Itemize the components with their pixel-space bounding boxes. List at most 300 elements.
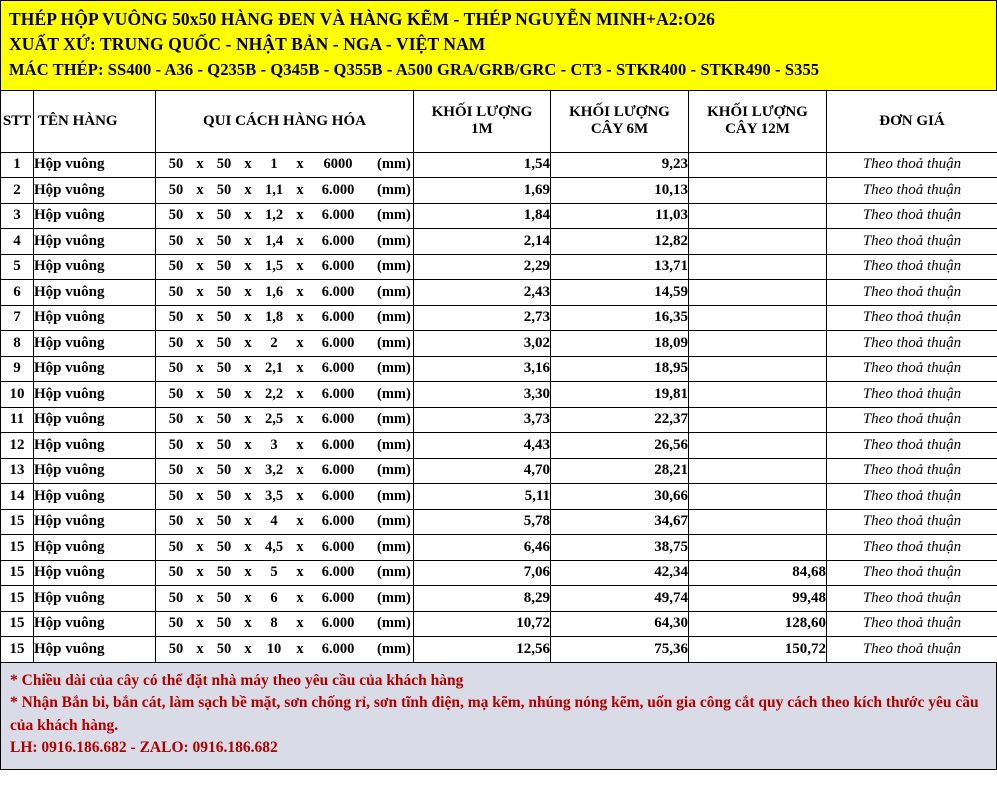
spec-times-3: x <box>296 232 304 249</box>
spec-height: 50 <box>216 615 232 632</box>
spec-times-1: x <box>196 156 204 173</box>
spec-unit: (mm) <box>377 589 411 606</box>
cell-price: Theo thoả thuận <box>827 637 997 663</box>
cell-weight-6m: 18,95 <box>551 356 689 382</box>
cell-weight-1m: 3,30 <box>414 382 551 408</box>
cell-spec <box>156 356 414 382</box>
cell-name: Hộp vuông <box>34 611 156 637</box>
cell-name: Hộp vuông <box>34 254 156 280</box>
cell-price: Theo thoả thuận <box>827 331 997 357</box>
cell-stt: 15 <box>1 586 34 612</box>
cell-price: Theo thoả thuận <box>827 611 997 637</box>
table-row <box>1 407 997 433</box>
spec-thickness: 2 <box>270 334 278 351</box>
table-row <box>1 305 997 331</box>
footer-notes <box>0 663 997 770</box>
cell-weight-6m: 18,09 <box>551 331 689 357</box>
cell-spec <box>156 586 414 612</box>
spec-height: 50 <box>216 487 232 504</box>
cell-price: Theo thoả thuận <box>827 254 997 280</box>
spec-height: 50 <box>216 538 232 555</box>
spec-width: 50 <box>168 181 184 198</box>
spec-times-2: x <box>244 564 252 581</box>
spec-unit: (mm) <box>377 360 411 377</box>
spec-times-1: x <box>196 487 204 504</box>
spec-times-2: x <box>244 181 252 198</box>
cell-spec <box>156 382 414 408</box>
spec-times-1: x <box>196 334 204 351</box>
spec-width: 50 <box>168 334 184 351</box>
column-header-weight-1m <box>414 90 551 152</box>
cell-spec <box>156 203 414 229</box>
spec-times-1: x <box>196 283 204 300</box>
cell-stt: 10 <box>1 382 34 408</box>
spec-height: 50 <box>216 564 232 581</box>
cell-weight-1m: 7,06 <box>414 560 551 586</box>
cell-name: Hộp vuông <box>34 356 156 382</box>
cell-name: Hộp vuông <box>34 637 156 663</box>
cell-stt: 8 <box>1 331 34 357</box>
spec-width: 50 <box>168 156 184 173</box>
table-header-row <box>1 90 997 152</box>
column-header-weight-12m-line1: KHỐI LƯỢNG <box>707 103 808 120</box>
table-row <box>1 254 997 280</box>
spec-thickness: 2,2 <box>264 385 284 402</box>
cell-name: Hộp vuông <box>34 203 156 229</box>
spec-unit: (mm) <box>377 232 411 249</box>
cell-price: Theo thoả thuận <box>827 152 997 178</box>
spec-times-2: x <box>244 156 252 173</box>
column-header-weight-6m-line2: CÂY 6M <box>590 121 649 138</box>
cell-stt: 5 <box>1 254 34 280</box>
spec-times-2: x <box>244 309 252 326</box>
table-row <box>1 458 997 484</box>
cell-weight-1m: 3,73 <box>414 407 551 433</box>
spec-width: 50 <box>168 487 184 504</box>
cell-weight-6m: 13,71 <box>551 254 689 280</box>
cell-spec <box>156 407 414 433</box>
cell-spec <box>156 178 414 204</box>
spec-width: 50 <box>168 207 184 224</box>
cell-weight-12m: 150,72 <box>689 637 827 663</box>
cell-stt: 1 <box>1 152 34 178</box>
cell-name: Hộp vuông <box>34 178 156 204</box>
spec-times-2: x <box>244 538 252 555</box>
spec-width: 50 <box>168 640 184 657</box>
cell-spec <box>156 229 414 255</box>
product-table <box>0 90 997 663</box>
cell-price: Theo thoả thuận <box>827 458 997 484</box>
spec-unit: (mm) <box>377 334 411 351</box>
cell-name: Hộp vuông <box>34 509 156 535</box>
cell-stt: 12 <box>1 433 34 459</box>
spec-unit: (mm) <box>377 513 411 530</box>
spec-times-2: x <box>244 487 252 504</box>
note-services: * Nhận Bắn bi, bắn cát, làm sạch bề mặt, sơn chống rỉ, sơn tĩnh điện, mạ kẽm, nhúng nóng kẽm, uốn gia công cắt quy cách theo kích thước yêu cầu của khách hàng. <box>10 694 979 734</box>
spec-times-3: x <box>296 589 304 606</box>
spec-width: 50 <box>168 258 184 275</box>
spec-times-1: x <box>196 309 204 326</box>
spec-height: 50 <box>216 411 232 428</box>
cell-spec <box>156 535 414 561</box>
spec-times-1: x <box>196 232 204 249</box>
spec-times-3: x <box>296 564 304 581</box>
spec-length: 6.000 <box>321 640 355 657</box>
cell-spec <box>156 305 414 331</box>
cell-price: Theo thoả thuận <box>827 484 997 510</box>
cell-stt: 3 <box>1 203 34 229</box>
cell-weight-6m: 10,13 <box>551 178 689 204</box>
cell-name: Hộp vuông <box>34 560 156 586</box>
cell-spec <box>156 560 414 586</box>
cell-weight-1m: 1,84 <box>414 203 551 229</box>
spec-times-1: x <box>196 538 204 555</box>
table-row <box>1 229 997 255</box>
cell-spec <box>156 484 414 510</box>
cell-weight-12m <box>689 152 827 178</box>
spec-thickness: 10 <box>266 640 282 657</box>
spec-times-2: x <box>244 360 252 377</box>
table-row <box>1 637 997 663</box>
spec-height: 50 <box>216 258 232 275</box>
cell-weight-6m: 22,37 <box>551 407 689 433</box>
table-row <box>1 382 997 408</box>
cell-weight-6m: 38,75 <box>551 535 689 561</box>
cell-stt: 4 <box>1 229 34 255</box>
spec-times-2: x <box>244 462 252 479</box>
spec-times-1: x <box>196 615 204 632</box>
cell-weight-1m: 2,43 <box>414 280 551 306</box>
spec-width: 50 <box>168 615 184 632</box>
spec-height: 50 <box>216 360 232 377</box>
spec-height: 50 <box>216 181 232 198</box>
cell-price: Theo thoả thuận <box>827 560 997 586</box>
cell-name: Hộp vuông <box>34 152 156 178</box>
cell-weight-6m: 75,36 <box>551 637 689 663</box>
column-header-weight-12m-line2: CÂY 12M <box>725 121 790 138</box>
spec-length: 6.000 <box>321 334 355 351</box>
table-row <box>1 331 997 357</box>
spec-unit: (mm) <box>377 258 411 275</box>
cell-stt: 15 <box>1 611 34 637</box>
cell-stt: 15 <box>1 509 34 535</box>
spec-thickness: 4 <box>270 513 278 530</box>
cell-weight-1m: 2,73 <box>414 305 551 331</box>
cell-price: Theo thoả thuận <box>827 433 997 459</box>
cell-name: Hộp vuông <box>34 280 156 306</box>
spec-length: 6.000 <box>321 564 355 581</box>
cell-spec <box>156 152 414 178</box>
spec-height: 50 <box>216 156 232 173</box>
cell-weight-1m: 10,72 <box>414 611 551 637</box>
column-header-weight-6m-line1: KHỐI LƯỢNG <box>569 103 670 120</box>
table-row <box>1 586 997 612</box>
table-row <box>1 152 997 178</box>
cell-weight-12m <box>689 535 827 561</box>
spec-times-2: x <box>244 615 252 632</box>
column-header-spec: QUI CÁCH HÀNG HÓA <box>156 90 414 152</box>
cell-weight-6m: 9,23 <box>551 152 689 178</box>
spec-thickness: 1 <box>270 156 278 173</box>
spec-height: 50 <box>216 462 232 479</box>
cell-name: Hộp vuông <box>34 433 156 459</box>
cell-weight-6m: 64,30 <box>551 611 689 637</box>
cell-stt: 2 <box>1 178 34 204</box>
spec-length: 6.000 <box>321 462 355 479</box>
table-row <box>1 433 997 459</box>
spec-times-2: x <box>244 283 252 300</box>
spec-height: 50 <box>216 283 232 300</box>
spec-length: 6.000 <box>321 181 355 198</box>
spec-times-3: x <box>296 513 304 530</box>
spec-width: 50 <box>168 436 184 453</box>
cell-price: Theo thoả thuận <box>827 356 997 382</box>
cell-name: Hộp vuông <box>34 535 156 561</box>
spec-unit: (mm) <box>377 436 411 453</box>
spec-unit: (mm) <box>377 640 411 657</box>
spec-times-1: x <box>196 462 204 479</box>
spec-unit: (mm) <box>377 207 411 224</box>
cell-weight-6m: 26,56 <box>551 433 689 459</box>
spec-unit: (mm) <box>377 615 411 632</box>
table-body <box>1 152 997 662</box>
cell-weight-1m: 2,29 <box>414 254 551 280</box>
cell-weight-6m: 16,35 <box>551 305 689 331</box>
spec-times-2: x <box>244 334 252 351</box>
spec-unit: (mm) <box>377 181 411 198</box>
cell-weight-12m <box>689 254 827 280</box>
spec-width: 50 <box>168 385 184 402</box>
spec-times-3: x <box>296 462 304 479</box>
cell-weight-1m: 4,43 <box>414 433 551 459</box>
cell-stt: 14 <box>1 484 34 510</box>
spec-times-1: x <box>196 640 204 657</box>
spec-unit: (mm) <box>377 283 411 300</box>
spec-length: 6.000 <box>321 589 355 606</box>
spec-height: 50 <box>216 513 232 530</box>
spec-times-1: x <box>196 385 204 402</box>
spec-times-2: x <box>244 258 252 275</box>
cell-stt: 7 <box>1 305 34 331</box>
cell-weight-6m: 30,66 <box>551 484 689 510</box>
column-header-stt: STT <box>1 90 34 152</box>
spec-height: 50 <box>216 309 232 326</box>
spec-times-2: x <box>244 513 252 530</box>
spec-unit: (mm) <box>377 156 411 173</box>
spec-width: 50 <box>168 564 184 581</box>
spec-unit: (mm) <box>377 309 411 326</box>
spec-thickness: 6 <box>270 589 278 606</box>
spec-thickness: 1,4 <box>264 232 284 249</box>
spec-length: 6.000 <box>321 360 355 377</box>
spec-times-1: x <box>196 411 204 428</box>
spec-times-3: x <box>296 309 304 326</box>
spec-times-1: x <box>196 258 204 275</box>
cell-weight-12m <box>689 382 827 408</box>
cell-stt: 15 <box>1 637 34 663</box>
spec-times-2: x <box>244 411 252 428</box>
cell-weight-12m: 84,68 <box>689 560 827 586</box>
spec-length: 6.000 <box>321 258 355 275</box>
spec-height: 50 <box>216 385 232 402</box>
cell-price: Theo thoả thuận <box>827 509 997 535</box>
table-row <box>1 178 997 204</box>
table-row <box>1 535 997 561</box>
spec-unit: (mm) <box>377 564 411 581</box>
cell-weight-1m: 4,70 <box>414 458 551 484</box>
cell-name: Hộp vuông <box>34 458 156 484</box>
spec-height: 50 <box>216 589 232 606</box>
cell-name: Hộp vuông <box>34 331 156 357</box>
cell-weight-6m: 49,74 <box>551 586 689 612</box>
table-row <box>1 203 997 229</box>
spec-times-1: x <box>196 207 204 224</box>
spec-times-3: x <box>296 538 304 555</box>
spec-times-1: x <box>196 589 204 606</box>
spec-thickness: 1,1 <box>264 181 284 198</box>
cell-name: Hộp vuông <box>34 407 156 433</box>
spec-times-3: x <box>296 487 304 504</box>
spec-times-3: x <box>296 334 304 351</box>
spec-times-2: x <box>244 207 252 224</box>
spec-length: 6.000 <box>321 487 355 504</box>
cell-weight-12m <box>689 178 827 204</box>
cell-spec <box>156 254 414 280</box>
cell-weight-6m: 42,34 <box>551 560 689 586</box>
cell-stt: 13 <box>1 458 34 484</box>
spec-width: 50 <box>168 513 184 530</box>
spec-length: 6.000 <box>321 232 355 249</box>
cell-stt: 6 <box>1 280 34 306</box>
cell-weight-1m: 2,14 <box>414 229 551 255</box>
banner-title-line: THÉP HỘP VUÔNG 50x50 HÀNG ĐEN VÀ HÀNG KẼM - THÉP NGUYỄN MINH+A2:O26 <box>9 9 716 29</box>
cell-spec <box>156 331 414 357</box>
cell-weight-1m: 1,69 <box>414 178 551 204</box>
column-header-weight-1m-line2: 1M <box>471 121 493 138</box>
cell-weight-1m: 6,46 <box>414 535 551 561</box>
cell-name: Hộp vuông <box>34 382 156 408</box>
spec-times-3: x <box>296 640 304 657</box>
cell-weight-12m <box>689 458 827 484</box>
cell-weight-12m: 128,60 <box>689 611 827 637</box>
spec-times-3: x <box>296 385 304 402</box>
note-length: * Chiều dài của cây có thể đặt nhà máy theo yêu cầu của khách hàng <box>10 671 464 689</box>
spec-length: 6000 <box>323 156 353 173</box>
spec-times-3: x <box>296 283 304 300</box>
table-row <box>1 560 997 586</box>
spec-thickness: 2,5 <box>264 411 284 428</box>
cell-stt: 9 <box>1 356 34 382</box>
spec-unit: (mm) <box>377 487 411 504</box>
spec-unit: (mm) <box>377 462 411 479</box>
spec-length: 6.000 <box>321 385 355 402</box>
cell-weight-12m: 99,48 <box>689 586 827 612</box>
cell-weight-6m: 11,03 <box>551 203 689 229</box>
spec-thickness: 3,2 <box>264 462 284 479</box>
cell-name: Hộp vuông <box>34 305 156 331</box>
spec-times-1: x <box>196 564 204 581</box>
cell-weight-12m <box>689 509 827 535</box>
cell-weight-12m <box>689 407 827 433</box>
spec-length: 6.000 <box>321 513 355 530</box>
spec-width: 50 <box>168 283 184 300</box>
spec-width: 50 <box>168 360 184 377</box>
cell-stt: 15 <box>1 535 34 561</box>
spec-thickness: 1,6 <box>264 283 284 300</box>
cell-price: Theo thoả thuận <box>827 178 997 204</box>
spec-times-3: x <box>296 360 304 377</box>
cell-weight-1m: 3,16 <box>414 356 551 382</box>
spec-length: 6.000 <box>321 436 355 453</box>
spec-times-3: x <box>296 181 304 198</box>
cell-weight-6m: 19,81 <box>551 382 689 408</box>
spec-unit: (mm) <box>377 538 411 555</box>
cell-stt: 11 <box>1 407 34 433</box>
spec-times-1: x <box>196 436 204 453</box>
cell-stt: 15 <box>1 560 34 586</box>
column-header-price: ĐƠN GIÁ <box>827 90 997 152</box>
table-row <box>1 509 997 535</box>
cell-price: Theo thoả thuận <box>827 586 997 612</box>
spec-times-3: x <box>296 258 304 275</box>
cell-spec <box>156 458 414 484</box>
spec-width: 50 <box>168 538 184 555</box>
spec-times-3: x <box>296 436 304 453</box>
cell-name: Hộp vuông <box>34 229 156 255</box>
spec-times-3: x <box>296 411 304 428</box>
cell-weight-12m <box>689 356 827 382</box>
cell-price: Theo thoả thuận <box>827 203 997 229</box>
column-header-name: TÊN HÀNG <box>34 90 156 152</box>
cell-weight-1m: 3,02 <box>414 331 551 357</box>
column-header-weight-6m <box>551 90 689 152</box>
cell-weight-1m: 5,11 <box>414 484 551 510</box>
cell-spec <box>156 509 414 535</box>
spec-unit: (mm) <box>377 411 411 428</box>
table-header <box>1 90 997 152</box>
spec-times-2: x <box>244 589 252 606</box>
spec-thickness: 1,5 <box>264 258 284 275</box>
column-header-weight-12m <box>689 90 827 152</box>
spec-times-3: x <box>296 156 304 173</box>
spec-thickness: 1,2 <box>264 207 284 224</box>
spec-length: 6.000 <box>321 411 355 428</box>
cell-weight-12m <box>689 280 827 306</box>
spec-length: 6.000 <box>321 283 355 300</box>
spec-height: 50 <box>216 640 232 657</box>
spec-height: 50 <box>216 334 232 351</box>
cell-price: Theo thoả thuận <box>827 407 997 433</box>
cell-spec <box>156 433 414 459</box>
cell-price: Theo thoả thuận <box>827 382 997 408</box>
cell-weight-12m <box>689 484 827 510</box>
spec-times-1: x <box>196 513 204 530</box>
spec-height: 50 <box>216 207 232 224</box>
spec-times-1: x <box>196 181 204 198</box>
spec-thickness: 4,5 <box>264 538 284 555</box>
cell-price: Theo thoả thuận <box>827 280 997 306</box>
table-row <box>1 611 997 637</box>
cell-spec <box>156 611 414 637</box>
spec-width: 50 <box>168 309 184 326</box>
banner-origin-line: XUẤT XỨ: TRUNG QUỐC - NHẬT BẢN - NGA - VIỆT NAM <box>9 34 486 55</box>
header-banner <box>0 0 997 90</box>
spec-times-1: x <box>196 360 204 377</box>
spec-thickness: 3 <box>270 436 278 453</box>
cell-weight-1m: 8,29 <box>414 586 551 612</box>
cell-weight-6m: 34,67 <box>551 509 689 535</box>
cell-weight-1m: 12,56 <box>414 637 551 663</box>
